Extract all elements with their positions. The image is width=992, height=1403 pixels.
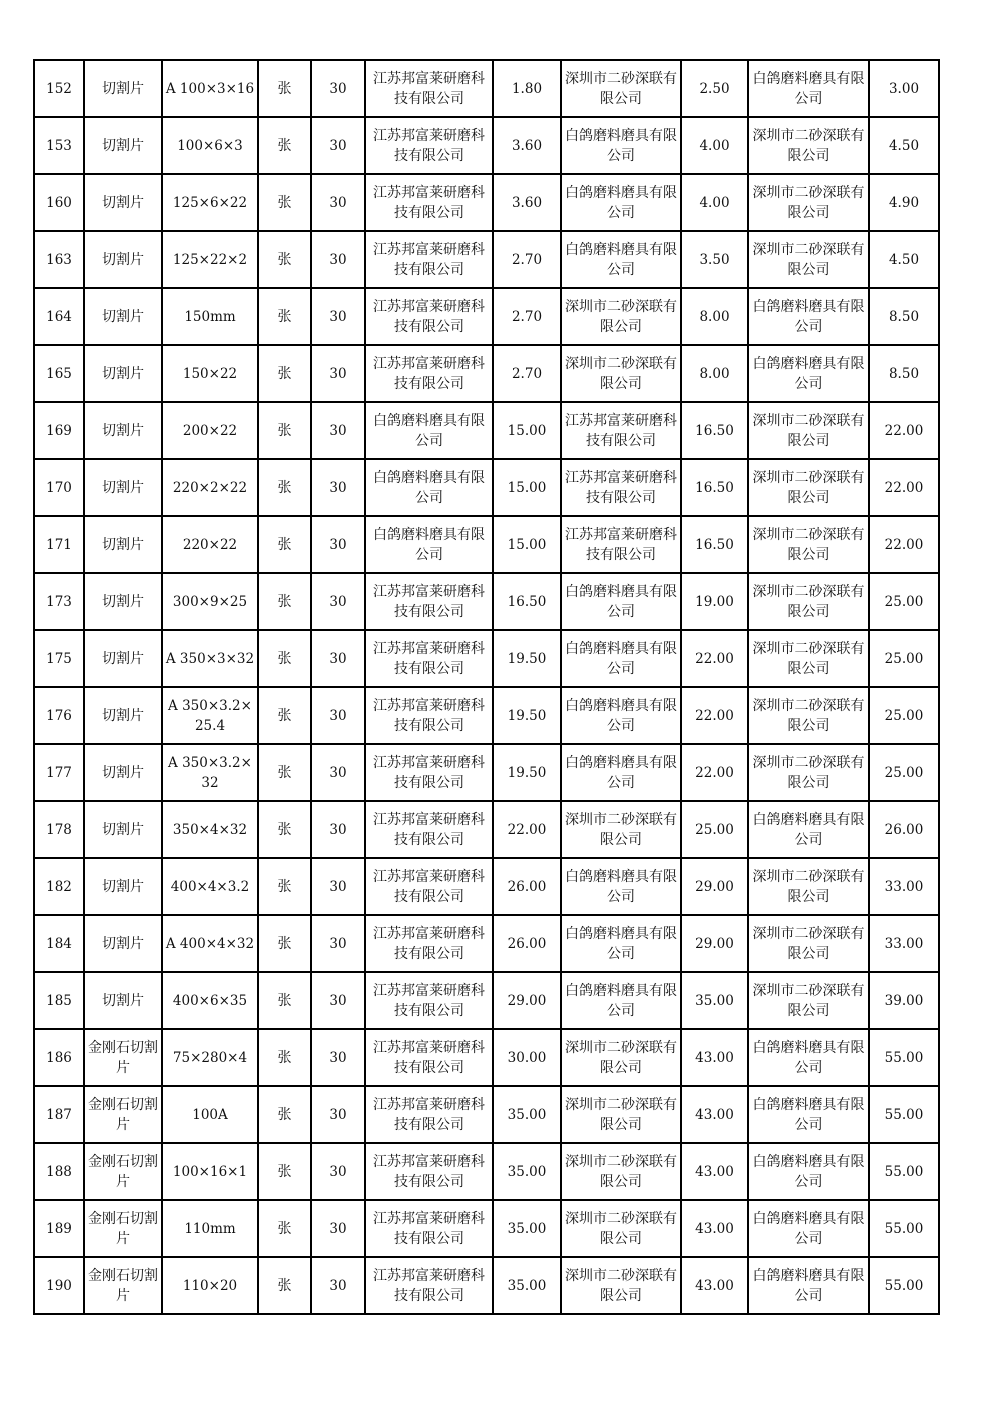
table-row [34,801,939,858]
item-unit: 张 [258,345,311,402]
supplier-2-price: 43.00 [681,1200,748,1257]
item-unit: 张 [258,288,311,345]
item-name: 金刚石切割片 [84,1143,162,1200]
supplier-2-price: 43.00 [681,1257,748,1314]
table-row [34,459,939,516]
table-row [34,1086,939,1143]
supplier-3-price: 39.00 [869,972,939,1029]
supplier-2-name: 深圳市二砂深联有限公司 [561,801,681,858]
table-body [34,60,939,1314]
supplier-2-price: 16.50 [681,402,748,459]
supplier-3-name: 白鸽磨料磨具有限公司 [748,345,869,402]
supplier-3-price: 25.00 [869,630,939,687]
item-quantity: 30 [311,687,365,744]
supplier-3-price: 4.50 [869,231,939,288]
item-quantity: 30 [311,174,365,231]
supplier-3-name: 白鸽磨料磨具有限公司 [748,1200,869,1257]
supplier-1-price: 19.50 [493,744,561,801]
table-row [34,1200,939,1257]
table-row [34,858,939,915]
item-spec: 220×2×22 [162,459,258,516]
supplier-3-price: 8.50 [869,288,939,345]
table-row [34,231,939,288]
table-row [34,1257,939,1314]
supplier-1-name: 江苏邦富莱研磨科技有限公司 [365,1257,493,1314]
supplier-1-price: 15.00 [493,459,561,516]
supplier-2-price: 22.00 [681,687,748,744]
supplier-2-name: 深圳市二砂深联有限公司 [561,345,681,402]
item-spec: 200×22 [162,402,258,459]
table-row [34,60,939,117]
supplier-1-name: 江苏邦富莱研磨科技有限公司 [365,687,493,744]
item-name: 切割片 [84,801,162,858]
supplier-1-name: 江苏邦富莱研磨科技有限公司 [365,60,493,117]
supplier-3-name: 深圳市二砂深联有限公司 [748,858,869,915]
supplier-1-price: 2.70 [493,345,561,402]
supplier-1-name: 白鸽磨料磨具有限公司 [365,402,493,459]
item-name: 切割片 [84,915,162,972]
supplier-2-price: 4.00 [681,174,748,231]
supplier-3-name: 白鸽磨料磨具有限公司 [748,288,869,345]
table-row [34,744,939,801]
item-name: 切割片 [84,345,162,402]
item-number: 171 [34,516,84,573]
table-row [34,345,939,402]
item-quantity: 30 [311,573,365,630]
item-spec: A 350×3×32 [162,630,258,687]
supplier-2-price: 8.00 [681,345,748,402]
item-spec: 350×4×32 [162,801,258,858]
item-name: 切割片 [84,402,162,459]
item-name: 切割片 [84,117,162,174]
supplier-3-price: 55.00 [869,1200,939,1257]
table-row [34,288,939,345]
item-number: 177 [34,744,84,801]
supplier-1-name: 江苏邦富莱研磨科技有限公司 [365,1029,493,1086]
table-row [34,1029,939,1086]
supplier-1-price: 2.70 [493,231,561,288]
supplier-1-name: 白鸽磨料磨具有限公司 [365,516,493,573]
supplier-2-name: 白鸽磨料磨具有限公司 [561,630,681,687]
item-quantity: 30 [311,972,365,1029]
item-spec: 150×22 [162,345,258,402]
table-row [34,117,939,174]
item-spec: 100×6×3 [162,117,258,174]
item-quantity: 30 [311,288,365,345]
supplier-2-name: 深圳市二砂深联有限公司 [561,1143,681,1200]
supplier-2-price: 25.00 [681,801,748,858]
supplier-3-name: 深圳市二砂深联有限公司 [748,402,869,459]
item-name: 切割片 [84,459,162,516]
supplier-1-name: 江苏邦富莱研磨科技有限公司 [365,801,493,858]
item-unit: 张 [258,60,311,117]
price-comparison-table [33,59,940,1315]
item-unit: 张 [258,402,311,459]
supplier-1-price: 15.00 [493,402,561,459]
item-spec: 125×22×2 [162,231,258,288]
supplier-3-price: 33.00 [869,915,939,972]
item-spec: A 350×3.2×32 [162,744,258,801]
item-name: 切割片 [84,516,162,573]
supplier-2-name: 深圳市二砂深联有限公司 [561,288,681,345]
item-name: 金刚石切割片 [84,1257,162,1314]
supplier-1-name: 江苏邦富莱研磨科技有限公司 [365,1200,493,1257]
item-quantity: 30 [311,1200,365,1257]
item-quantity: 30 [311,459,365,516]
item-unit: 张 [258,1086,311,1143]
item-unit: 张 [258,573,311,630]
supplier-3-name: 白鸽磨料磨具有限公司 [748,1257,869,1314]
supplier-3-price: 22.00 [869,402,939,459]
supplier-1-name: 江苏邦富莱研磨科技有限公司 [365,915,493,972]
supplier-2-name: 深圳市二砂深联有限公司 [561,60,681,117]
supplier-3-name: 深圳市二砂深联有限公司 [748,687,869,744]
supplier-2-price: 4.00 [681,117,748,174]
item-quantity: 30 [311,231,365,288]
supplier-3-name: 深圳市二砂深联有限公司 [748,516,869,573]
supplier-2-price: 43.00 [681,1086,748,1143]
item-spec: 220×22 [162,516,258,573]
item-name: 切割片 [84,687,162,744]
item-unit: 张 [258,744,311,801]
item-quantity: 30 [311,630,365,687]
supplier-3-price: 55.00 [869,1086,939,1143]
supplier-2-name: 深圳市二砂深联有限公司 [561,1029,681,1086]
supplier-2-name: 白鸽磨料磨具有限公司 [561,117,681,174]
item-unit: 张 [258,516,311,573]
supplier-1-price: 30.00 [493,1029,561,1086]
supplier-2-name: 白鸽磨料磨具有限公司 [561,687,681,744]
supplier-3-price: 55.00 [869,1257,939,1314]
item-number: 165 [34,345,84,402]
item-number: 153 [34,117,84,174]
item-spec: 100×16×1 [162,1143,258,1200]
item-number: 187 [34,1086,84,1143]
item-quantity: 30 [311,744,365,801]
supplier-1-price: 35.00 [493,1086,561,1143]
item-number: 169 [34,402,84,459]
supplier-2-price: 3.50 [681,231,748,288]
item-quantity: 30 [311,915,365,972]
supplier-3-name: 白鸽磨料磨具有限公司 [748,1143,869,1200]
supplier-1-price: 26.00 [493,858,561,915]
item-spec: 110mm [162,1200,258,1257]
supplier-2-price: 16.50 [681,516,748,573]
item-spec: 100A [162,1086,258,1143]
table-row [34,573,939,630]
item-name: 切割片 [84,60,162,117]
item-name: 切割片 [84,288,162,345]
item-unit: 张 [258,630,311,687]
supplier-3-price: 25.00 [869,744,939,801]
supplier-3-name: 白鸽磨料磨具有限公司 [748,60,869,117]
item-number: 152 [34,60,84,117]
table-row [34,174,939,231]
supplier-1-name: 江苏邦富莱研磨科技有限公司 [365,573,493,630]
supplier-1-name: 江苏邦富莱研磨科技有限公司 [365,1143,493,1200]
item-spec: 75×280×4 [162,1029,258,1086]
supplier-3-name: 深圳市二砂深联有限公司 [748,972,869,1029]
item-name: 切割片 [84,972,162,1029]
item-unit: 张 [258,687,311,744]
item-quantity: 30 [311,402,365,459]
supplier-2-name: 白鸽磨料磨具有限公司 [561,573,681,630]
item-name: 切割片 [84,231,162,288]
supplier-3-name: 白鸽磨料磨具有限公司 [748,1029,869,1086]
table-row [34,915,939,972]
supplier-1-price: 26.00 [493,915,561,972]
supplier-3-name: 白鸽磨料磨具有限公司 [748,801,869,858]
item-spec: 110×20 [162,1257,258,1314]
table-row [34,1143,939,1200]
supplier-2-price: 43.00 [681,1029,748,1086]
item-quantity: 30 [311,1029,365,1086]
supplier-2-name: 白鸽磨料磨具有限公司 [561,174,681,231]
supplier-2-price: 8.00 [681,288,748,345]
item-number: 173 [34,573,84,630]
item-quantity: 30 [311,516,365,573]
item-spec: A 100×3×16 [162,60,258,117]
item-name: 切割片 [84,174,162,231]
item-spec: 400×4×3.2 [162,858,258,915]
supplier-1-name: 江苏邦富莱研磨科技有限公司 [365,174,493,231]
item-quantity: 30 [311,801,365,858]
item-quantity: 30 [311,345,365,402]
supplier-3-price: 33.00 [869,858,939,915]
supplier-2-price: 2.50 [681,60,748,117]
supplier-3-price: 22.00 [869,516,939,573]
supplier-3-name: 深圳市二砂深联有限公司 [748,174,869,231]
item-number: 185 [34,972,84,1029]
supplier-2-name: 江苏邦富莱研磨科技有限公司 [561,459,681,516]
supplier-2-name: 白鸽磨料磨具有限公司 [561,744,681,801]
supplier-1-name: 白鸽磨料磨具有限公司 [365,459,493,516]
supplier-1-name: 江苏邦富莱研磨科技有限公司 [365,1086,493,1143]
item-spec: 150mm [162,288,258,345]
table-row [34,516,939,573]
item-number: 186 [34,1029,84,1086]
supplier-2-name: 江苏邦富莱研磨科技有限公司 [561,516,681,573]
item-unit: 张 [258,915,311,972]
item-spec: A 350×3.2×25.4 [162,687,258,744]
table-row [34,402,939,459]
table-row [34,972,939,1029]
supplier-1-price: 19.50 [493,687,561,744]
supplier-1-price: 3.60 [493,117,561,174]
item-quantity: 30 [311,1143,365,1200]
supplier-3-price: 26.00 [869,801,939,858]
table-row [34,687,939,744]
item-spec: 125×6×22 [162,174,258,231]
supplier-2-name: 白鸽磨料磨具有限公司 [561,972,681,1029]
item-quantity: 30 [311,1257,365,1314]
supplier-3-price: 3.00 [869,60,939,117]
supplier-3-price: 22.00 [869,459,939,516]
item-spec: A 400×4×32 [162,915,258,972]
supplier-1-price: 22.00 [493,801,561,858]
supplier-2-price: 29.00 [681,858,748,915]
item-number: 164 [34,288,84,345]
supplier-3-name: 深圳市二砂深联有限公司 [748,915,869,972]
item-unit: 张 [258,1029,311,1086]
item-unit: 张 [258,801,311,858]
supplier-3-name: 白鸽磨料磨具有限公司 [748,1086,869,1143]
supplier-3-price: 8.50 [869,345,939,402]
item-unit: 张 [258,1257,311,1314]
item-quantity: 30 [311,1086,365,1143]
supplier-3-price: 55.00 [869,1143,939,1200]
item-quantity: 30 [311,117,365,174]
supplier-3-name: 深圳市二砂深联有限公司 [748,117,869,174]
item-number: 189 [34,1200,84,1257]
supplier-1-price: 35.00 [493,1257,561,1314]
supplier-2-price: 43.00 [681,1143,748,1200]
supplier-1-price: 15.00 [493,516,561,573]
supplier-2-name: 深圳市二砂深联有限公司 [561,1086,681,1143]
supplier-1-price: 29.00 [493,972,561,1029]
supplier-1-name: 江苏邦富莱研磨科技有限公司 [365,744,493,801]
supplier-3-name: 深圳市二砂深联有限公司 [748,630,869,687]
item-number: 160 [34,174,84,231]
item-unit: 张 [258,174,311,231]
item-spec: 300×9×25 [162,573,258,630]
item-number: 184 [34,915,84,972]
supplier-2-price: 29.00 [681,915,748,972]
supplier-2-price: 16.50 [681,459,748,516]
supplier-3-name: 深圳市二砂深联有限公司 [748,459,869,516]
item-name: 切割片 [84,630,162,687]
supplier-1-name: 江苏邦富莱研磨科技有限公司 [365,858,493,915]
supplier-2-name: 白鸽磨料磨具有限公司 [561,231,681,288]
item-number: 188 [34,1143,84,1200]
item-name: 切割片 [84,858,162,915]
supplier-2-name: 白鸽磨料磨具有限公司 [561,858,681,915]
table-row [34,630,939,687]
supplier-1-price: 1.80 [493,60,561,117]
supplier-1-price: 35.00 [493,1143,561,1200]
item-unit: 张 [258,1200,311,1257]
supplier-2-name: 江苏邦富莱研磨科技有限公司 [561,402,681,459]
item-unit: 张 [258,1143,311,1200]
item-quantity: 30 [311,60,365,117]
supplier-1-name: 江苏邦富莱研磨科技有限公司 [365,630,493,687]
item-number: 170 [34,459,84,516]
supplier-1-price: 16.50 [493,573,561,630]
item-name: 切割片 [84,573,162,630]
supplier-2-name: 深圳市二砂深联有限公司 [561,1200,681,1257]
supplier-1-price: 35.00 [493,1200,561,1257]
supplier-2-name: 白鸽磨料磨具有限公司 [561,915,681,972]
item-number: 178 [34,801,84,858]
supplier-3-price: 25.00 [869,573,939,630]
supplier-1-price: 3.60 [493,174,561,231]
item-name: 金刚石切割片 [84,1200,162,1257]
supplier-1-name: 江苏邦富莱研磨科技有限公司 [365,288,493,345]
item-unit: 张 [258,972,311,1029]
item-number: 176 [34,687,84,744]
supplier-1-name: 江苏邦富莱研磨科技有限公司 [365,117,493,174]
item-unit: 张 [258,231,311,288]
supplier-3-price: 25.00 [869,687,939,744]
item-name: 金刚石切割片 [84,1086,162,1143]
item-unit: 张 [258,459,311,516]
supplier-3-price: 4.50 [869,117,939,174]
item-number: 190 [34,1257,84,1314]
supplier-2-name: 深圳市二砂深联有限公司 [561,1257,681,1314]
supplier-3-name: 深圳市二砂深联有限公司 [748,744,869,801]
supplier-2-price: 22.00 [681,744,748,801]
item-number: 175 [34,630,84,687]
supplier-2-price: 22.00 [681,630,748,687]
supplier-1-name: 江苏邦富莱研磨科技有限公司 [365,972,493,1029]
supplier-2-price: 35.00 [681,972,748,1029]
item-number: 182 [34,858,84,915]
item-quantity: 30 [311,858,365,915]
supplier-2-price: 19.00 [681,573,748,630]
item-number: 163 [34,231,84,288]
supplier-1-name: 江苏邦富莱研磨科技有限公司 [365,231,493,288]
supplier-3-price: 55.00 [869,1029,939,1086]
supplier-1-name: 江苏邦富莱研磨科技有限公司 [365,345,493,402]
supplier-3-name: 深圳市二砂深联有限公司 [748,231,869,288]
item-name: 切割片 [84,744,162,801]
item-name: 金刚石切割片 [84,1029,162,1086]
item-unit: 张 [258,117,311,174]
supplier-3-price: 4.90 [869,174,939,231]
item-unit: 张 [258,858,311,915]
item-spec: 400×6×35 [162,972,258,1029]
supplier-1-price: 19.50 [493,630,561,687]
supplier-3-name: 深圳市二砂深联有限公司 [748,573,869,630]
supplier-1-price: 2.70 [493,288,561,345]
